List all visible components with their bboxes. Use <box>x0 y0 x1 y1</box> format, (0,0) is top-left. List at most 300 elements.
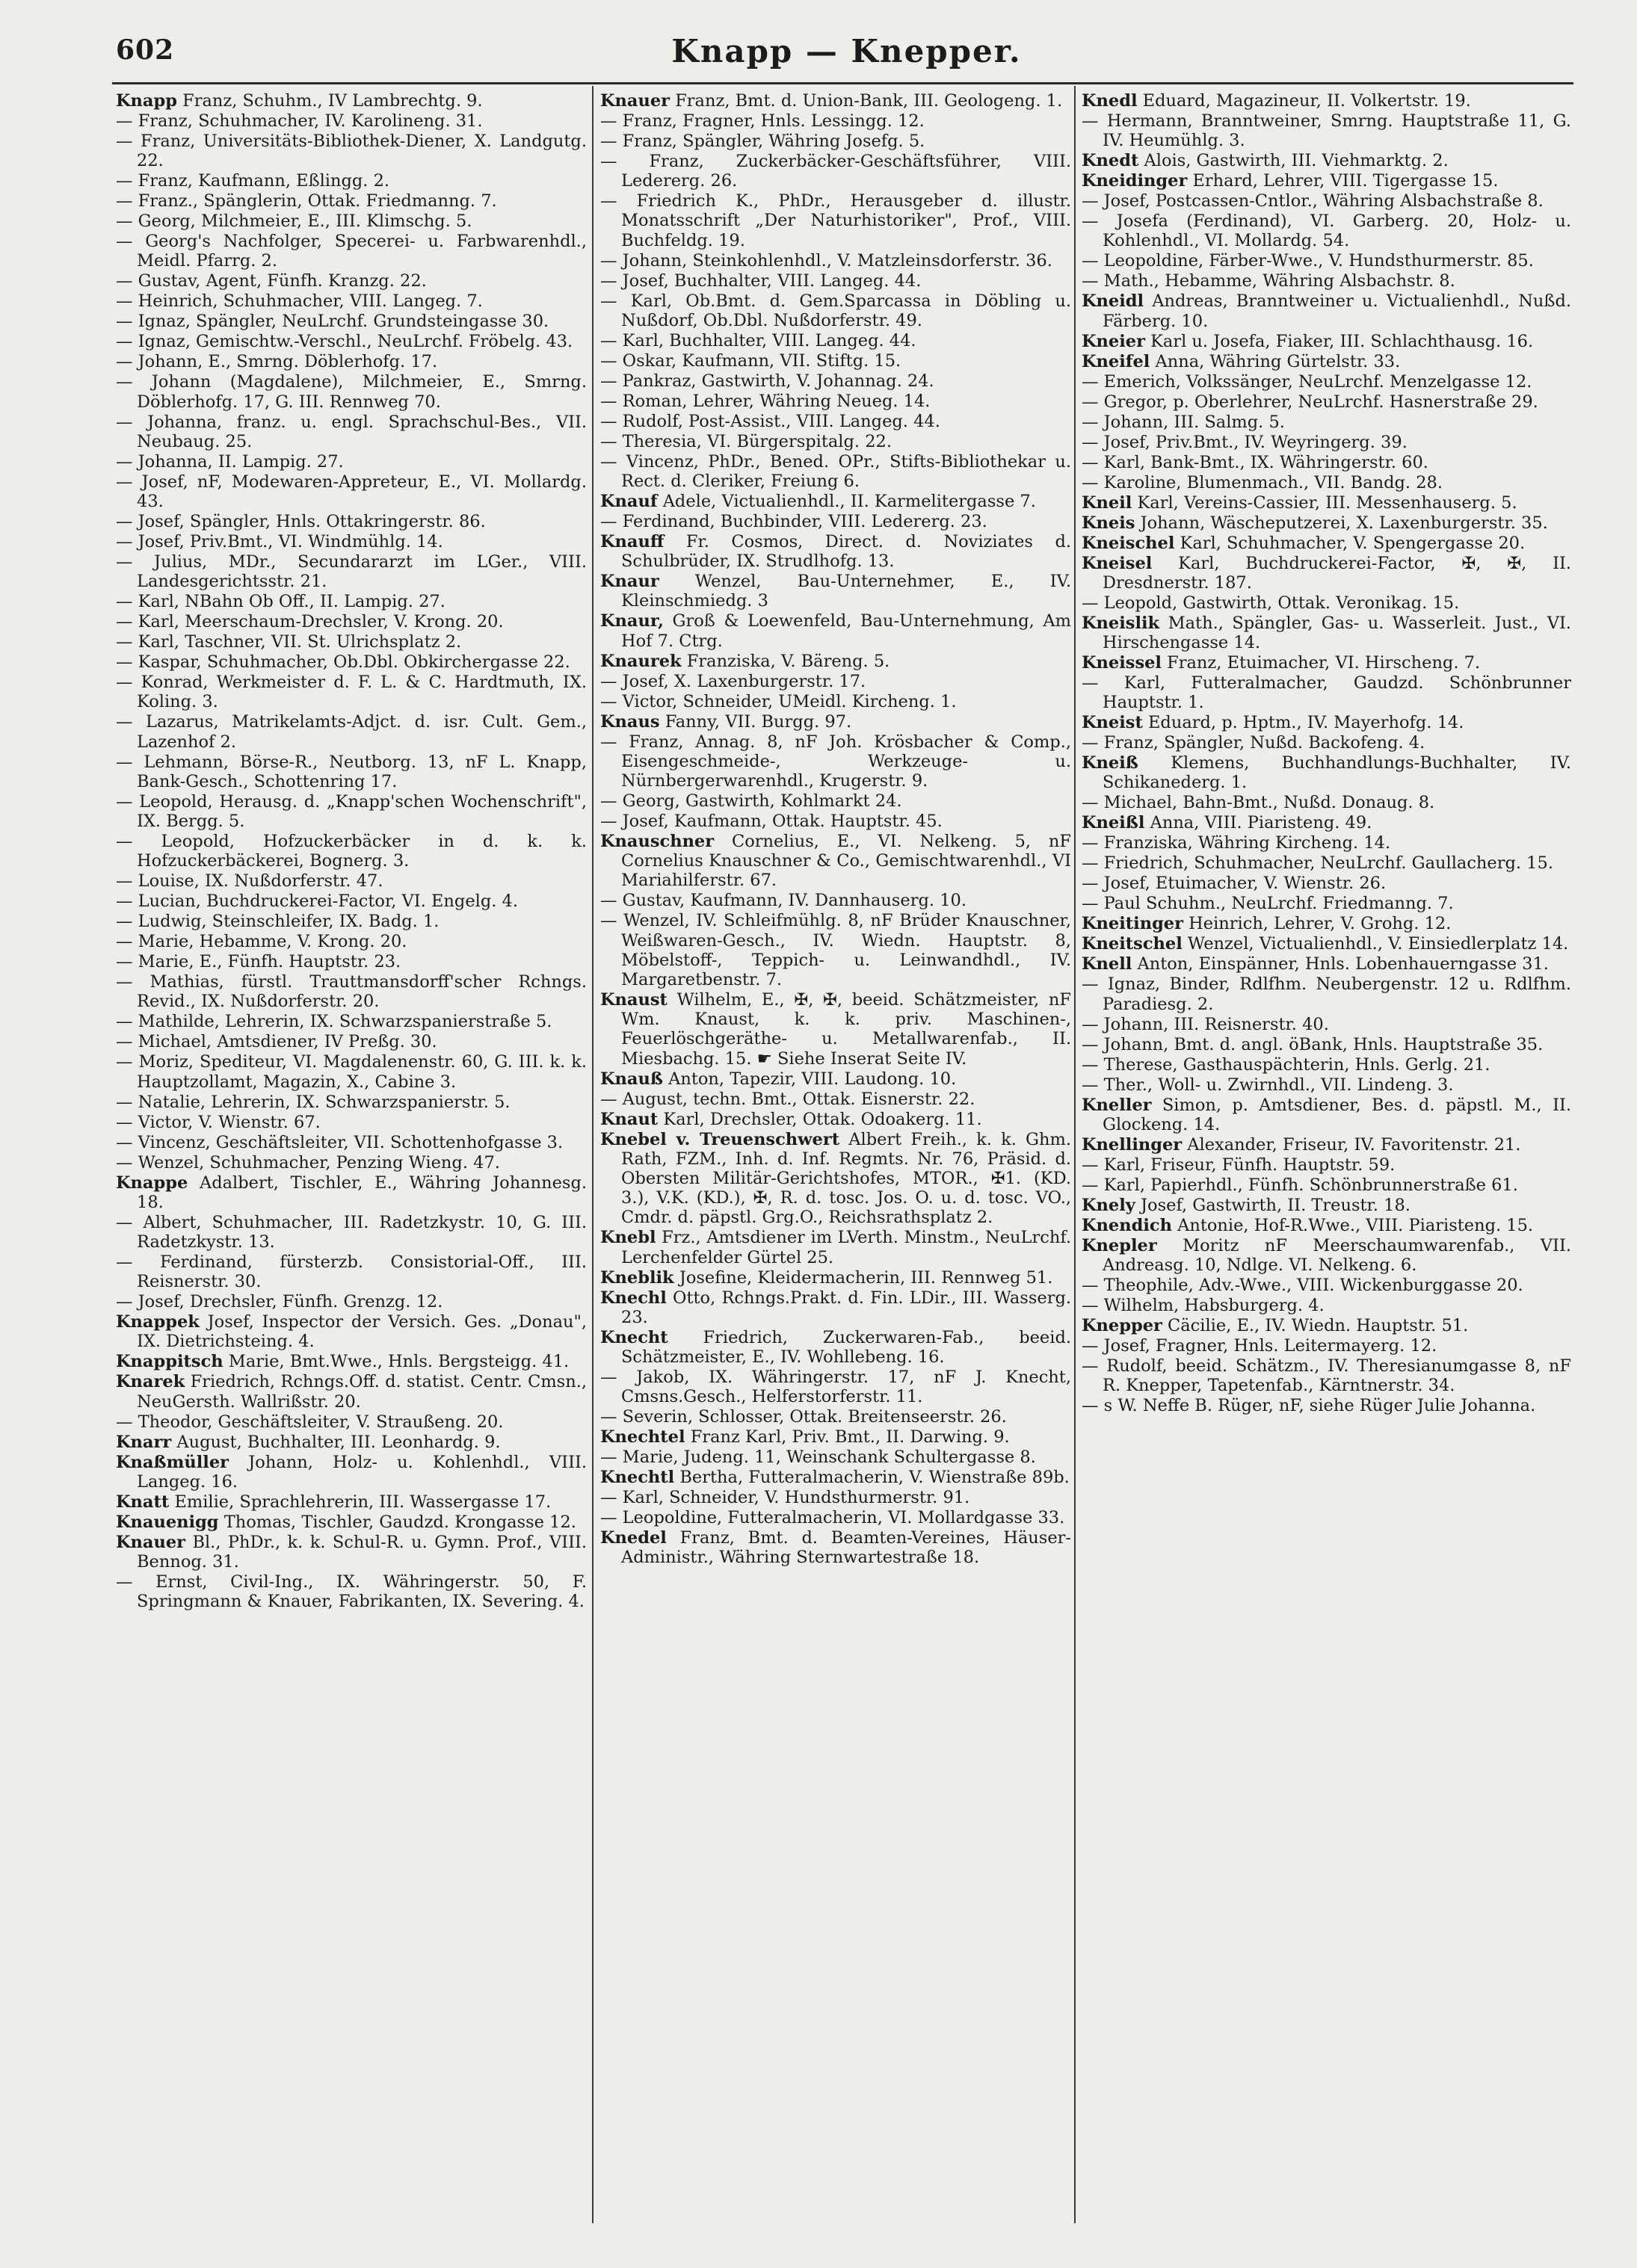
entry-text: — Pankraz, Gastwirth, V. Johannag. 24. <box>600 371 934 391</box>
entry-text: — Ludwig, Steinschleifer, IX. Badg. 1. <box>116 912 440 932</box>
directory-entry <box>1082 1175 1571 1195</box>
directory-entry <box>116 632 587 652</box>
entry-text: — Karl, Papierhdl., Fünfh. Schönbrunnerstraße 61. <box>1082 1175 1518 1195</box>
directory-entry <box>1082 1096 1571 1134</box>
entry-text: Marie, Bmt.Wwe., Hnls. Bergsteigg. 41. <box>228 1352 570 1372</box>
directory-entry <box>116 1153 587 1172</box>
directory-entry <box>116 1113 587 1132</box>
directory-entry <box>600 1288 1071 1327</box>
entry-surname: Knauschner <box>600 832 715 852</box>
directory-entry <box>116 712 587 751</box>
directory-entry <box>1082 332 1571 351</box>
directory-entry <box>600 132 1071 151</box>
directory-entry <box>1082 271 1571 291</box>
entry-text: — Theophile, Adv.-Wwe., VIII. Wickenburggasse 20. <box>1082 1276 1523 1296</box>
directory-entry <box>600 1090 1071 1109</box>
entry-text: — Karl, Futteralmacher, Gaudzd. Schönbrunner Hauptstr. 1. <box>1082 673 1571 713</box>
entry-text: — Emerich, Volkssänger, NeuLrchf. Menzelgasse 12. <box>1082 371 1532 392</box>
entry-text: — Johanna, franz. u. engl. Sprachschul-Bes., VII. Neubaug. 25. <box>116 412 587 451</box>
entry-text: — Franz, Zuckerbäcker-Geschäftsführer, VIII. Ledererg. 26. <box>600 152 1071 191</box>
directory-entry <box>116 512 587 531</box>
entry-surname: Kneislik <box>1082 613 1160 633</box>
running-title: Knapp — Knepper. <box>671 33 1022 69</box>
entry-surname: Knebel v. Treuenschwert <box>600 1129 840 1149</box>
entry-text: — Karl, Ob.Bmt. d. Gem.Sparcassa in Döbling u. Nußdorf, Ob.Dbl. Nußdorferstr. 49. <box>600 291 1071 330</box>
directory-entry <box>600 812 1071 831</box>
directory-entry <box>1082 673 1571 712</box>
entry-text: — Gustav, Agent, Fünfh. Kranzg. 22. <box>116 271 427 291</box>
entry-surname: Kneidinger <box>1082 171 1188 191</box>
entry-text: Eduard, p. Hptm., IV. Mayerhofg. 14. <box>1148 713 1464 733</box>
entry-text: Franziska, V. Bäreng. 5. <box>686 651 890 671</box>
directory-entry <box>1082 1276 1571 1295</box>
entry-surname: Knauer <box>600 91 670 111</box>
entry-text: — Leopoldine, Färber-Wwe., V. Hundsthurmerstr. 85. <box>1082 251 1534 271</box>
entry-text: — Louise, IX. Nußdorferstr. 47. <box>116 871 383 892</box>
directory-entry <box>116 271 587 291</box>
directory-entry <box>116 871 587 891</box>
entry-surname: Kneischel <box>1082 533 1175 553</box>
entry-surname: Kneller <box>1082 1095 1152 1115</box>
entry-text: — Mathilde, Lehrerin, IX. Schwarzspanierstraße 5. <box>116 1012 552 1032</box>
entry-text: Alois, Gastwirth, III. Viehmarktg. 2. <box>1144 151 1449 171</box>
entry-text: Johann, Holz- u. Kohlenhdl., VIII. Langeg. 16. <box>137 1452 587 1492</box>
directory-entry <box>600 1110 1071 1129</box>
directory-entry <box>1082 713 1571 732</box>
entry-text: Eduard, Magazineur, II. Volkertstr. 19. <box>1142 91 1471 111</box>
directory-entry <box>600 191 1071 250</box>
directory-entry <box>116 832 587 871</box>
directory-entry <box>1082 412 1571 432</box>
entry-text: — Konrad, Werkmeister d. F. L. & C. Hardtmuth, IX. Koling. 3. <box>116 673 587 712</box>
directory-entry <box>1082 753 1571 792</box>
directory-entry <box>1082 833 1571 853</box>
entry-text: — Franz, Annag. 8, nF Joh. Krösbacher & Comp., Eisengeschmeide-, Werkzeuge- u. Nürnbergerwarenhdl., Krugerstr. 9. <box>600 732 1071 791</box>
directory-entry <box>116 1352 587 1371</box>
entry-text: Josef, Gastwirth, II. Treustr. 18. <box>1141 1195 1411 1215</box>
directory-entry <box>116 612 587 631</box>
entry-text: Karl, Schuhmacher, V. Spengergasse 20. <box>1180 533 1526 553</box>
entry-surname: Knepper <box>1082 1316 1162 1336</box>
directory-entry <box>600 351 1071 371</box>
entry-surname: Kneidl <box>1082 291 1144 312</box>
entry-text: — Roman, Lehrer, Währing Neueg. 14. <box>600 391 931 411</box>
entry-text: — Victor, V. Wienstr. 67. <box>116 1112 321 1132</box>
entry-text: — Josef, Priv.Bmt., IV. Weyringerg. 39. <box>1082 432 1408 452</box>
entry-text: Adele, Victualienhdl., II. Karmelitergasse 7. <box>662 492 1036 512</box>
directory-entry <box>116 892 587 911</box>
entry-surname: Knarek <box>116 1372 185 1392</box>
entry-text: — Franz, Spängler, Währing Josefg. 5. <box>600 132 925 151</box>
directory-entry <box>600 91 1071 111</box>
entry-surname: Kneiß <box>1082 753 1138 773</box>
directory-entry <box>1082 1135 1571 1155</box>
directory-entry <box>116 211 587 231</box>
directory-entry <box>1082 513 1571 533</box>
entry-text: Karl, Vereins-Cassier, III. Messenhauserg. 5. <box>1137 492 1517 513</box>
directory-entry <box>1082 433 1571 452</box>
directory-entry <box>1082 251 1571 271</box>
entry-surname: Knebl <box>600 1228 656 1248</box>
entry-surname: Knecht <box>600 1327 668 1347</box>
entry-text: — Victor, Schneider, UMeidl. Kircheng. 1. <box>600 691 957 711</box>
directory-entry <box>116 652 587 672</box>
entry-text: — Math., Hebamme, Währing Alsbachstr. 8. <box>1082 271 1455 291</box>
entry-text: — Friedrich K., PhDr., Herausgeber d. illustr. Monatsschrift „Der Naturhistoriker", Prof., VIII. Buchfeldg. 19. <box>600 191 1071 250</box>
entry-text: — Karoline, Blumenmach., VII. Bandg. 28. <box>1082 472 1443 492</box>
directory-entry <box>1082 894 1571 913</box>
directory-entry <box>116 352 587 371</box>
entry-text: — Ignaz, Gemischtw.-Verschl., NeuLrchf. Fröbelg. 43. <box>116 332 573 352</box>
entry-text: — Vincenz, Geschäftsleiter, VII. Schottenhofgasse 3. <box>116 1132 564 1152</box>
entry-text: Josef, Inspector der Versich. Ges. „Donau", IX. Dietrichsteing. 4. <box>137 1312 587 1352</box>
entry-text: — Marie, E., Fünfh. Hauptstr. 23. <box>116 952 401 972</box>
page-header <box>116 33 1577 78</box>
directory-entry <box>116 1052 587 1091</box>
directory-entry <box>116 332 587 351</box>
directory-entry <box>1082 1015 1571 1034</box>
entry-text: Alexander, Friseur, IV. Favoritenstr. 21. <box>1187 1134 1521 1155</box>
entry-surname: Knechtel <box>600 1427 685 1447</box>
entry-surname: Knappitsch <box>116 1352 223 1372</box>
directory-entry <box>1082 593 1571 613</box>
entry-text: — Josef, nF, Modewaren-Appreteur, E., VI. Mollardg. 43. <box>116 472 587 512</box>
entry-text: — Josef, Buchhalter, VIII. Langeg. 44. <box>600 271 922 291</box>
entry-text: — Franz, Universitäts-Bibliothek-Diener, X. Landgutg. 22. <box>116 132 587 171</box>
directory-entry <box>600 111 1071 131</box>
directory-entry <box>600 732 1071 791</box>
directory-entry <box>600 652 1071 671</box>
entry-text: Franz, Bmt. d. Union-Bank, III. Geologeng. 1. <box>675 91 1063 111</box>
column-3 <box>1082 91 1571 2223</box>
page-number: 602 <box>116 34 175 66</box>
directory-entry <box>116 972 587 1011</box>
entry-text: Heinrich, Lehrer, V. Grohg. 12. <box>1189 914 1452 934</box>
entry-text: — Marie, Hebamme, V. Krong. 20. <box>116 932 407 952</box>
entry-text: Antonie, Hof-R.Wwe., VIII. Piaristeng. 15. <box>1177 1215 1534 1235</box>
directory-entry <box>116 472 587 511</box>
entry-surname: Knauer <box>116 1532 186 1552</box>
entry-surname: Kneissel <box>1082 653 1162 673</box>
directory-entry <box>1082 1296 1571 1315</box>
directory-entry <box>116 1252 587 1291</box>
directory-entry <box>600 392 1071 411</box>
directory-entry <box>600 512 1071 531</box>
directory-entry <box>1082 493 1571 513</box>
directory-entry <box>600 152 1071 191</box>
directory-entry <box>116 1512 587 1532</box>
directory-entry <box>600 1268 1071 1288</box>
directory-entry <box>600 1508 1071 1527</box>
entry-text: — Josef, Postcassen-Cntlor., Währing Alsbachstraße 8. <box>1082 191 1544 211</box>
directory-entry <box>116 1133 587 1152</box>
directory-entry <box>116 1292 587 1311</box>
directory-entry <box>116 753 587 791</box>
entry-text: — Franz., Spänglerin, Ottak. Friedmanng. 7. <box>116 191 497 211</box>
directory-entry <box>1082 554 1571 593</box>
entry-text: Moritz nF Meerschaumwarenfab., VII. Andreasg. 10, Ndlge. VI. Nelkeng. 6. <box>1103 1235 1571 1276</box>
directory-entry <box>1082 534 1571 553</box>
entry-surname: Knedt <box>1082 151 1139 171</box>
directory-entry <box>1082 191 1571 211</box>
entry-text: — Heinrich, Schuhmacher, VIII. Langeg. 7. <box>116 291 483 312</box>
entry-text: — Natalie, Lehrerin, IX. Schwarzspanierstr. 5. <box>116 1092 511 1112</box>
entry-text: — Ferdinand, fürsterzb. Consistorial-Off., III. Reisnerstr. 30. <box>116 1252 587 1292</box>
entry-text: — Georg, Gastwirth, Kohlmarkt 24. <box>600 791 902 812</box>
entry-text: — Johanna, II. Lampig. 27. <box>116 451 344 472</box>
entry-text: Friedrich, Zuckerwaren-Fab., beeid. Schätzmeister, E., IV. Wohllebeng. 16. <box>621 1327 1071 1368</box>
directory-entry <box>1082 614 1571 652</box>
entry-surname: Knappe <box>116 1172 188 1193</box>
entry-surname: Knedel <box>600 1528 667 1548</box>
header-rule <box>112 82 1573 84</box>
directory-entry <box>116 592 587 611</box>
entry-text: Friedrich, Rchngs.Off. d. statist. Centr. Cmsn., NeuGersth. Wallrißstr. 20. <box>137 1372 587 1412</box>
entry-text: — Josef, X. Laxenburgerstr. 17. <box>600 671 866 691</box>
directory-entry <box>1082 653 1571 673</box>
entry-text: Karl u. Josefa, Fiaker, III. Schlachthausg. 16. <box>1150 331 1534 351</box>
directory-entry <box>1082 91 1571 111</box>
entry-surname: Knauß <box>600 1069 663 1089</box>
directory-entry <box>116 452 587 472</box>
entry-surname: Knapp <box>116 91 177 111</box>
directory-entry <box>600 672 1071 691</box>
entry-text: Franz, Etuimacher, VI. Hirscheng. 7. <box>1167 653 1481 673</box>
entry-text: — Leopold, Herausg. d. „Knapp'schen Wochenschrift", IX. Bergg. 5. <box>116 791 587 832</box>
directory-entry <box>116 1312 587 1351</box>
directory-entry <box>1082 1316 1571 1335</box>
entry-text: Math., Spängler, Gas- u. Wasserleit. Just., VI. Hirschengasse 14. <box>1103 613 1571 653</box>
entry-text: — Rudolf, beeid. Schätzm., IV. Theresianumgasse 8, nF R. Knepper, Tapetenfab., Kärntnerstr. 34. <box>1082 1356 1571 1396</box>
entry-surname: Knatt <box>116 1492 170 1512</box>
directory-entry <box>116 1093 587 1112</box>
directory-entry <box>600 1427 1071 1447</box>
entry-surname: Knaust <box>600 990 668 1010</box>
entry-text: — Lehmann, Börse-R., Neutborg. 13, nF L. Knapp, Bank-Gesch., Schottenring 17. <box>116 752 587 791</box>
directory-entry <box>116 1173 587 1212</box>
entry-text: Bertha, Futteralmacherin, V. Wienstraße 89b. <box>679 1468 1070 1488</box>
entry-surname: Knauff <box>600 532 665 552</box>
entry-text: — Wilhelm, Habsburgerg. 4. <box>1082 1296 1325 1316</box>
entry-surname: Kneis <box>1082 513 1135 533</box>
entry-text: Anna, VIII. Piaristeng. 49. <box>1150 813 1372 833</box>
entry-text: Erhard, Lehrer, VIII. Tigergasse 15. <box>1192 171 1499 191</box>
entry-text: — Ernst, Civil-Ing., IX. Währingerstr. 50, F. Springmann & Knauer, Fabrikanten, IX. Severing. 4. <box>116 1572 587 1612</box>
entry-text: Otto, Rchngs.Prakt. d. Fin. LDir., III. Wasserg. 23. <box>621 1288 1071 1327</box>
directory-entry <box>1082 1216 1571 1235</box>
entry-text: — Josef, Priv.Bmt., VI. Windmühlg. 14. <box>116 532 443 552</box>
entry-text: — Oskar, Kaufmann, VII. Stiftg. 15. <box>600 350 901 371</box>
directory-entry <box>1082 1196 1571 1215</box>
entry-text: — Michael, Amtsdiener, IV Preßg. 30. <box>116 1032 437 1052</box>
directory-entry <box>1082 1035 1571 1054</box>
directory-entry <box>116 532 587 551</box>
entry-text: Karl, Buchdruckerei-Factor, ✠, ✠, II. Dresdnerstr. 187. <box>1103 553 1571 593</box>
entry-surname: Knechl <box>600 1288 667 1308</box>
directory-entry <box>600 572 1071 611</box>
directory-entry <box>116 912 587 931</box>
entry-text: — Lucian, Buchdruckerei-Factor, VI. Engelg. 4. <box>116 892 519 912</box>
directory-entry <box>600 832 1071 891</box>
directory-entry <box>600 452 1071 491</box>
entry-text: — Mathias, fürstl. Trauttmansdorff'scher Rchngs. Revid., IX. Nußdorferstr. 20. <box>116 972 587 1012</box>
entry-surname: Kneitinger <box>1082 914 1183 934</box>
entry-text: Fr. Cosmos, Direct. d. Noviziates d. Schulbrüder, IX. Strudlhofg. 13. <box>621 532 1071 572</box>
entry-text: Emilie, Sprachlehrerin, III. Wassergasse 17. <box>174 1492 552 1512</box>
directory-entry <box>116 552 587 591</box>
directory-entry <box>600 251 1071 271</box>
entry-text: — Vincenz, PhDr., Bened. OPr., Stifts-Bibliothekar u. Rect. d. Cleriker, Freiung 6. <box>600 451 1071 492</box>
entry-text: Franz, Schuhm., IV Lambrechtg. 9. <box>182 91 483 111</box>
directory-entry <box>600 611 1071 650</box>
directory-entry <box>116 191 587 211</box>
entry-text: — Julius, MDr., Secundararzt im LGer., VIII. Landesgerichtsstr. 21. <box>116 552 587 592</box>
entry-surname: Knepler <box>1082 1235 1157 1255</box>
directory-entry <box>600 1528 1071 1567</box>
directory-entry <box>600 692 1071 711</box>
entry-surname: Knell <box>1082 954 1132 974</box>
entry-text: — Johann, III. Reisnerstr. 40. <box>1082 1014 1329 1034</box>
directory-entry <box>116 111 587 131</box>
directory-entry <box>1082 1055 1571 1075</box>
entry-text: — Franz, Kaufmann, Eßlingg. 2. <box>116 171 390 191</box>
entry-text: — s W. Neffe B. Rüger, nF, siehe Rüger Julie Johanna. <box>1082 1396 1536 1416</box>
directory-entry <box>600 1468 1071 1487</box>
directory-entry <box>600 1228 1071 1267</box>
directory-entry <box>116 1572 587 1611</box>
directory-entry <box>1082 1236 1571 1275</box>
directory-entry <box>600 371 1071 391</box>
entry-text: — Franz, Fragner, Hnls. Lessingg. 12. <box>600 111 925 131</box>
directory-entry <box>116 1492 587 1512</box>
entry-text: — Karl, Buchhalter, VIII. Langeg. 44. <box>600 330 916 350</box>
directory-entry <box>1082 733 1571 753</box>
directory-entry <box>1082 934 1571 954</box>
entry-text: Karl, Drechsler, Ottak. Odoakerg. 11. <box>663 1109 982 1129</box>
entry-surname: Kneist <box>1082 713 1143 733</box>
directory-entry <box>116 932 587 951</box>
directory-entry <box>1082 793 1571 812</box>
column-divider <box>592 86 594 2223</box>
entry-text: — Karl, Taschner, VII. St. Ulrichsplatz 2. <box>116 632 462 652</box>
entry-text: — Ferdinand, Buchbinder, VIII. Ledererg. 23. <box>600 512 987 532</box>
entry-surname: Knaur <box>600 572 659 592</box>
directory-entry <box>1082 171 1571 191</box>
entry-text: — Jakob, IX. Währingerstr. 17, nF J. Knecht, Cmsns.Gesch., Helferstorferstr. 11. <box>600 1368 1071 1407</box>
entry-text: — Wenzel, Schuhmacher, Penzing Wieng. 47. <box>116 1152 500 1172</box>
entry-text: Klemens, Buchhandlungs-Buchhalter, IV. Schikanederg. 1. <box>1103 753 1571 793</box>
entry-surname: Knappek <box>116 1312 200 1332</box>
entry-text: — Karl, Schneider, V. Hundsthurmerstr. 91. <box>600 1488 970 1508</box>
directory-entry <box>116 1012 587 1031</box>
directory-entry <box>600 492 1071 511</box>
directory-entry <box>116 1533 587 1572</box>
directory-entry <box>600 911 1071 989</box>
directory-entry <box>116 1412 587 1432</box>
entry-text: — Leopold, Gastwirth, Ottak. Veronikag. 15. <box>1082 593 1460 613</box>
entry-surname: Kneifel <box>1082 351 1150 371</box>
directory-entry <box>116 312 587 331</box>
directory-entry <box>116 291 587 311</box>
directory-entry <box>116 91 587 111</box>
directory-entry <box>1082 453 1571 472</box>
entry-text: Anton, Tapezir, VIII. Laudong. 10. <box>668 1069 957 1089</box>
directory-entry <box>116 792 587 831</box>
entry-text: — Leopold, Hofzuckerbäcker in d. k. k. Hofzuckerbäckerei, Bognerg. 3. <box>116 832 587 871</box>
entry-text: Fanny, VII. Burgg. 97. <box>665 711 852 732</box>
directory-entry <box>116 171 587 191</box>
directory-entry <box>600 1447 1071 1467</box>
entry-text: — Theresia, VI. Bürgerspitalg. 22. <box>600 431 892 451</box>
entry-text: — Ignaz, Binder, Rdlfhm. Neubergenstr. 12 u. Rdlfhm. Paradiesg. 2. <box>1082 974 1571 1014</box>
entry-surname: Knaurek <box>600 651 682 671</box>
entry-text: Adalbert, Tischler, E., Währing Johannesg. 18. <box>137 1172 587 1212</box>
entry-text: — Michael, Bahn-Bmt., Nußd. Donaug. 8. <box>1082 793 1435 813</box>
entry-text: — Johann (Magdalene), Milchmeier, E., Smrng. Döblerhofg. 17, G. III. Rennweg 70. <box>116 372 587 412</box>
entry-text: Anna, Währing Gürtelstr. 33. <box>1155 351 1401 371</box>
entry-text: — Karl, Meerschaum-Drechsler, V. Krong. 20. <box>116 612 504 632</box>
directory-entry <box>1082 151 1571 170</box>
entry-text: — Albert, Schuhmacher, III. Radetzkystr. 10, G. III. Radetzkystr. 13. <box>116 1212 587 1252</box>
column-2 <box>600 91 1071 2223</box>
directory-entry <box>600 291 1071 330</box>
entry-surname: Knauenigg <box>116 1512 219 1532</box>
entry-text: — Kaspar, Schuhmacher, Ob.Dbl. Obkirchergasse 22. <box>116 652 570 673</box>
directory-entry <box>116 232 587 271</box>
directory-entry <box>1082 392 1571 412</box>
entry-text: — Lazarus, Matrikelamts-Adjct. d. isr. Cult. Gem., Lazenhof 2. <box>116 712 587 752</box>
entry-text: Franz Karl, Priv. Bmt., II. Darwing. 9. <box>690 1427 1010 1447</box>
directory-entry <box>600 1368 1071 1406</box>
entry-text: Frz., Amtsdiener im LVerth. Minstm., NeuLrchf. Lerchenfelder Gürtel 25. <box>621 1228 1071 1267</box>
directory-entry <box>600 1069 1071 1089</box>
directory-entry <box>600 891 1071 910</box>
directory-entry <box>116 1213 587 1252</box>
directory-entry <box>600 1407 1071 1427</box>
entry-surname: Knely <box>1082 1195 1135 1215</box>
entry-surname: Kneißl <box>1082 813 1145 833</box>
entry-text: Thomas, Tischler, Gaudzd. Krongasse 12. <box>223 1512 576 1532</box>
entry-text: — Gregor, p. Oberlehrer, NeuLrchf. Hasnerstraße 29. <box>1082 392 1538 412</box>
entry-text: Wenzel, Victualienhdl., V. Einsiedlerplatz 14. <box>1187 934 1569 954</box>
entry-text: — Josef, Fragner, Hnls. Leitermayerg. 12. <box>1082 1336 1437 1356</box>
entry-text: Wilhelm, E., ✠, ✠, beeid. Schätzmeister, nF Wm. Knaust, k. k. priv. Maschinen-, Feuerlöschgeräthe- u. Metallwarenfab., II. Miesbachg. 15. ☛ Siehe Inserat Seite IV. <box>621 990 1071 1069</box>
entry-surname: Knauf <box>600 492 658 512</box>
directory-entry <box>600 1130 1071 1228</box>
entry-text: — Johann, E., Smrng. Döblerhofg. 17. <box>116 352 438 372</box>
directory-entry <box>600 412 1071 431</box>
directory-entry <box>600 331 1071 350</box>
entry-text: — Josefa (Ferdinand), VI. Garberg. 20, Holz- u. Kohlenhdl., VI. Mollardg. 54. <box>1082 211 1571 251</box>
entry-text: Simon, p. Amtsdiener, Bes. d. päpstl. M., II. Glockeng. 14. <box>1103 1095 1571 1134</box>
directory-entry <box>1082 954 1571 974</box>
entry-surname: Kneblik <box>600 1267 674 1288</box>
directory-entry <box>1082 974 1571 1013</box>
entry-surname: Kneier <box>1082 331 1145 351</box>
entry-surname: Knendich <box>1082 1215 1172 1235</box>
directory-entry <box>116 673 587 711</box>
directory-entry <box>116 1433 587 1452</box>
entry-text: — Josef, Etuimacher, V. Wienstr. 26. <box>1082 874 1387 894</box>
entry-surname: Kneil <box>1082 492 1132 513</box>
entry-text: — Karl, Bank-Bmt., IX. Währingerstr. 60. <box>1082 452 1428 472</box>
entry-surname: Knarr <box>116 1432 172 1452</box>
directory-entry <box>1082 1356 1571 1395</box>
entry-text: — Josef, Spängler, Hnls. Ottakringerstr. 86. <box>116 512 486 532</box>
entry-text: — Johann, Bmt. d. angl. öBank, Hnls. Hauptstraße 35. <box>1082 1034 1544 1054</box>
directory-entry <box>1082 813 1571 832</box>
entry-text: — Georg's Nachfolger, Specerei- u. Farbwarenhdl., Meidl. Pfarrg. 2. <box>116 232 587 271</box>
